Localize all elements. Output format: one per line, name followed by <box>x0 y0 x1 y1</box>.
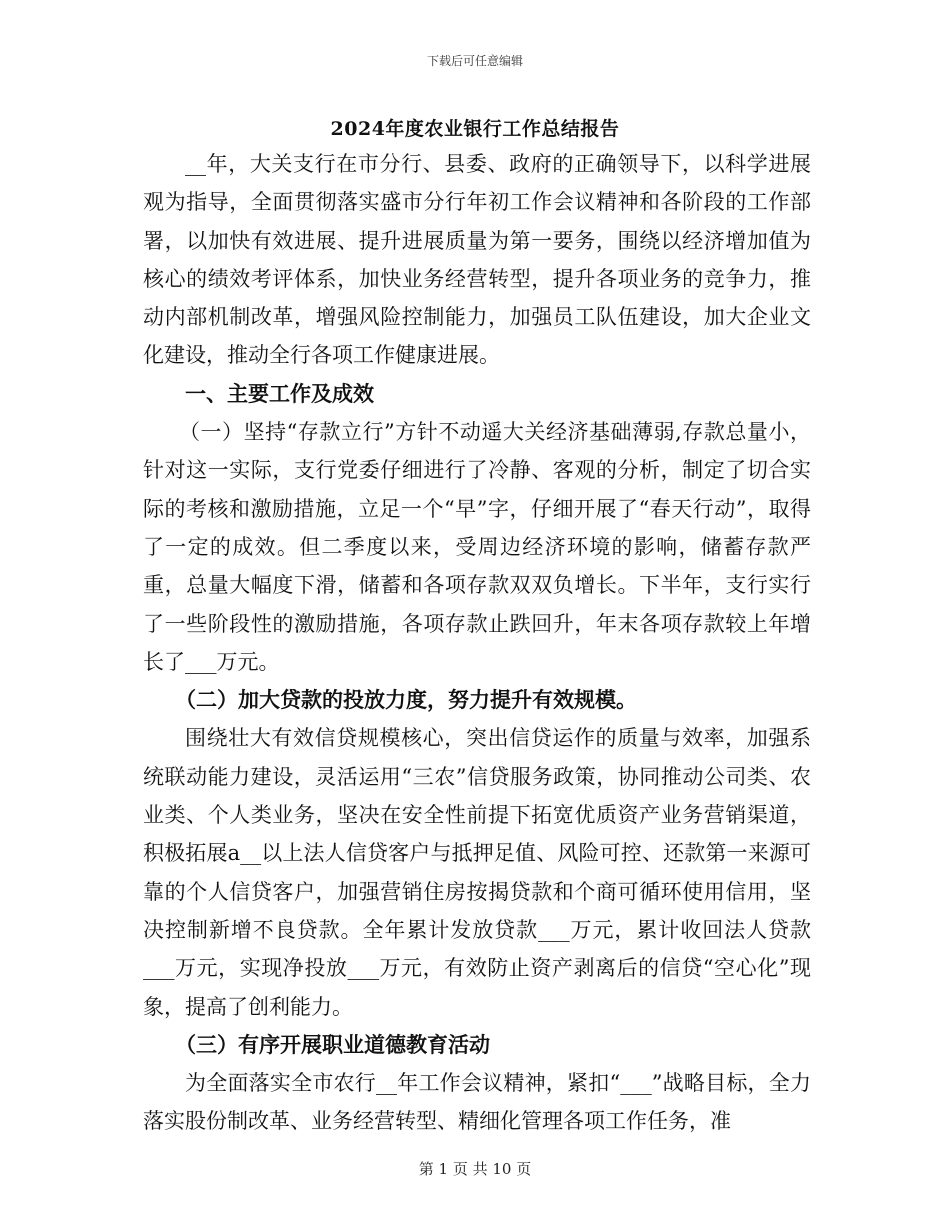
header-note: 下载后可任意编辑 <box>426 54 523 68</box>
intro-paragraph: __年，大关支行在市分行、县委、政府的正确领导下，以科学进展观为指导，全面贯彻落实盛市分行年初工作会议精神和各阶段的工作部署，以加快有效进展、提升进展质量为第一要务，围绕以经济增加值为核心的绩效考评体系，加快业务经营转型，提升各项业务的竞争力，推动内部机制改革，增强风险控制能力，加强员工队伍建设，加大企业文化建设，推动全行各项工作健康进展。 <box>143 152 811 368</box>
document-title: 2024年度农业银行工作总结报告 <box>330 118 620 140</box>
paragraph-deposits: （一）坚持“存款立行”方针不动遥大关经济基础薄弱,存款总量小，针对这一实际，支行党委仔细进行了冷静、客观的分析，制定了切合实际的考核和激励措施，立足一个“早”字，仔细开展了“春天行动”，取得了一定的成效。但二季度以来，受周边经济环境的影响，储蓄存款严重，总量大幅度下滑，储蓄和各项存款双双负增长。下半年，支行实行了一些阶段性的激励措施，各项存款止跌回升，年末各项存款较上年增长了___万元。 <box>143 420 811 674</box>
page-number: 第 1 页 共 10 页 <box>418 1160 532 1178</box>
document-body <box>143 145 811 1141</box>
section-heading: 一、主要工作及成效 <box>185 380 374 406</box>
subheading-loans: （二）加大贷款的投放力度，努力提升有效规模。 <box>175 687 637 713</box>
subheading-ethics: （三）有序开展职业道德教育活动 <box>175 1031 490 1057</box>
paragraph-ethics: 为全面落实全市农行__年工作会议精神，紧扣“___”战略目标，全力落实股份制改革、业务经营转型、精细化管理各项工作任务，准 <box>143 1071 811 1134</box>
paragraph-loans: 围绕壮大有效信贷规模核心，突出信贷运作的质量与效率，加强系统联动能力建设，灵活运用“三农”信贷服务政策，协同推动公司类、农业类、个人类业务，坚决在安全性前提下拓宽优质资产业务营销渠道，积极拓展a__以上法人信贷客户与抵押足值、风险可控、还款第一来源可靠的个人信贷客户，加强营销住房按揭贷款和个商可循环使用信用，坚决控制新增不良贷款。全年累计发放贷款___万元，累计收回法人贷款___万元，实现净投放___万元，有效防止资产剥离后的信贷“空心化”现象，提高了创利能力。 <box>143 726 811 1019</box>
